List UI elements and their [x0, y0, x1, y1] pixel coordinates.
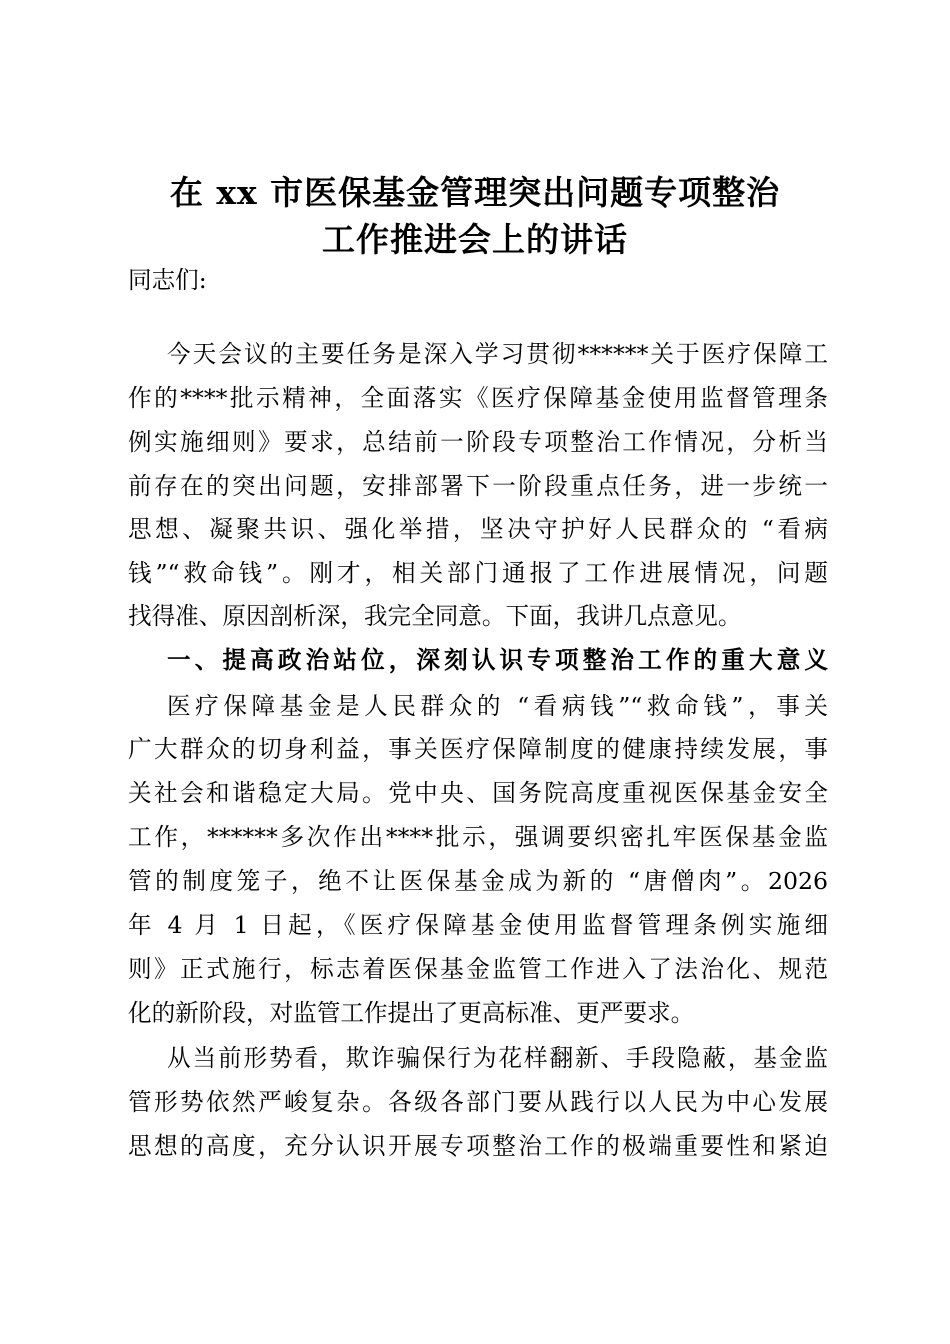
paragraph-1-line-7: 找得准、原因剖析深，我完全同意。下面，我讲几点意见。: [128, 602, 742, 630]
document-title-line-2: 工作推进会上的讲话: [322, 220, 628, 259]
paragraph-2-line-3: 关社会和谐稳定大局。党中央、国务院高度重视医保基金安全: [128, 779, 828, 807]
paragraph-2-line-8: 化的新阶段，对监管工作提出了更高标准、更严要求。: [128, 999, 695, 1027]
paragraph-2-line-2: 广大群众的切身利益，事关医疗保障制度的健康持续发展，事: [128, 735, 828, 763]
paragraph-1-line-1: 今天会议的主要任务是深入学习贯彻******关于医疗保障工: [167, 340, 828, 368]
paragraph-1-line-3: 例实施细则》要求，总结前一阶段专项整治工作情况，分析当: [128, 428, 828, 456]
paragraph-1-line-5: 思想、凝聚共识、强化举措，坚决守护好人民群众的 “看病: [128, 515, 828, 543]
document-title-line-1: 在 xx 市医保基金管理突出问题专项整治: [169, 173, 781, 212]
paragraph-2-line-1: 医疗保障基金是人民群众的 “看病钱”“救命钱”，事关: [167, 692, 828, 720]
paragraph-1-line-6: 钱”“救命钱”。刚才，相关部门通报了工作进展情况，问题: [128, 559, 828, 587]
paragraph-2-line-6: 年 4 月 1 日起，《医疗保障基金使用监督管理条例实施细: [128, 911, 828, 939]
paragraph-1-line-4: 前存在的突出问题，安排部署下一阶段重点任务，进一步统一: [128, 472, 828, 500]
section-heading-1: 一、提高政治站位，深刻认识专项整治工作的重大意义: [167, 646, 828, 674]
paragraph-3-line-3: 思想的高度，充分认识开展专项整治工作的极端重要性和紧迫: [128, 1132, 828, 1160]
paragraph-3-line-2: 管形势依然严峻复杂。各级各部门要从践行以人民为中心发展: [128, 1088, 828, 1116]
paragraph-3-line-1: 从当前形势看，欺诈骗保行为花样翻新、手段隐蔽，基金监: [167, 1044, 828, 1072]
paragraph-2-line-7: 则》正式施行，标志着医保基金监管工作进入了法治化、规范: [128, 955, 828, 983]
salutation: 同志们:: [128, 266, 207, 294]
paragraph-2-line-5: 管的制度笼子，绝不让医保基金成为新的 “唐僧肉”。2026: [128, 867, 828, 895]
paragraph-1-line-2: 作的****批示精神，全面落实《医疗保障基金使用监督管理条: [128, 384, 828, 412]
paragraph-2-line-4: 工作，******多次作出****批示，强调要织密扎牢医保基金监: [128, 823, 828, 851]
